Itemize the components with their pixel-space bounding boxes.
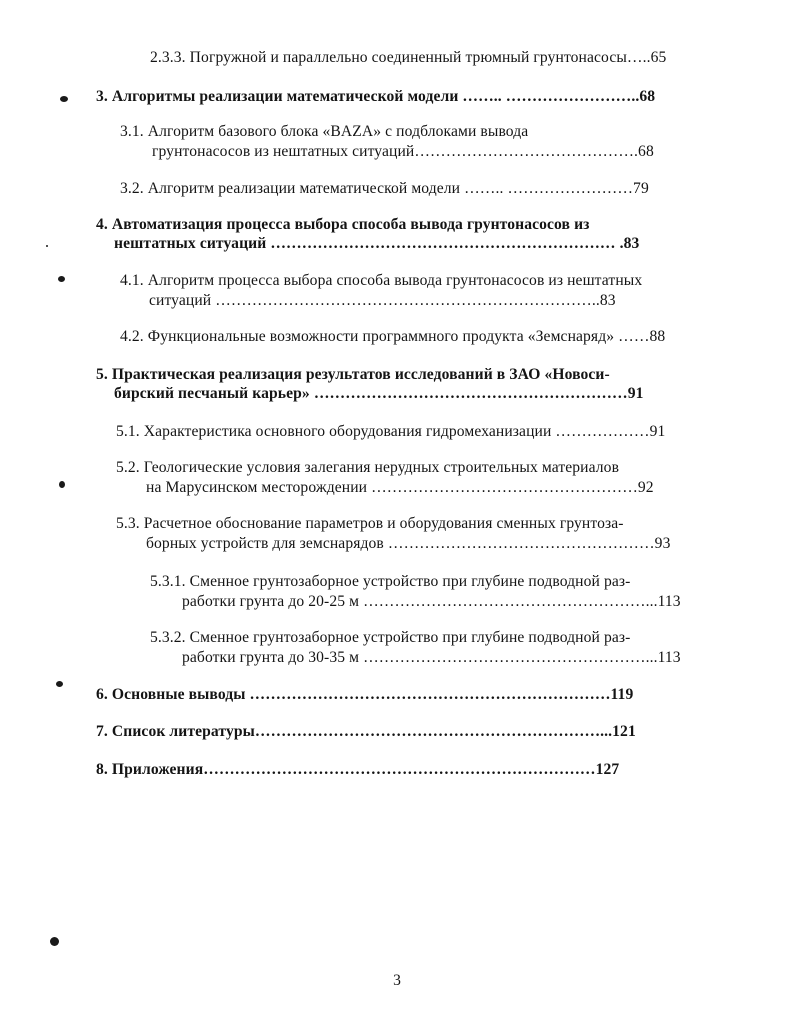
scan-mark	[56, 681, 63, 687]
scan-mark	[59, 481, 65, 488]
toc-entry-5-3-line1: 5.3. Расчетное обоснование параметров и оборудования сменных грунтоза-	[116, 515, 624, 532]
toc-entry-5-2-line1: 5.2. Геологические условия залегания нерудных строительных материалов	[116, 459, 620, 476]
toc-entry-5-3-line2: борных устройств для земснарядов ……………………………………………93	[146, 535, 671, 552]
toc-entry-5-2-line2: на Марусинском месторождении ……………………………………………92	[146, 479, 654, 496]
toc-entry-3: 3. Алгоритмы реализации математической модели …….. ……………………..68	[96, 88, 656, 105]
toc-entry-4-1-line2: ситуаций ………………………………………………………………..83	[149, 292, 616, 309]
toc-entry-5-line1: 5. Практическая реализация результатов исследований в ЗАО «Новоси-	[96, 366, 610, 383]
page-number: 3	[393, 972, 401, 989]
toc-entry-2-3-3: 2.3.3. Погружной и параллельно соединенный трюмный грунтонасосы…..65	[150, 49, 667, 66]
toc-entry-5-3-1-line1: 5.3.1. Сменное грунтозаборное устройство при глубине подводной раз-	[150, 573, 631, 590]
toc-entry-5-1: 5.1. Характеристика основного оборудования гидромеханизации ………………91	[116, 423, 666, 440]
toc-entry-5-line2: бирский песчаный карьер» ……………………………………………………91	[114, 385, 644, 402]
toc-entry-4-line1: 4. Автоматизация процесса выбора способа вывода грунтонасосов из	[96, 216, 590, 233]
toc-entry-5-3-1-line2: работки грунта до 20-25 м ………………………………………………...113	[182, 593, 681, 610]
toc-entry-4-1-line1: 4.1. Алгоритм процесса выбора способа вывода грунтонасосов из нештатных	[120, 272, 643, 289]
toc-entry-8: 8. Приложения…………………………………………………………………127	[96, 761, 620, 778]
scan-mark	[46, 245, 48, 247]
toc-entry-4-2: 4.2. Функциональные возможности программного продукта «Земснаряд» ……88	[120, 328, 666, 345]
scan-mark	[50, 937, 59, 946]
toc-entry-5-3-2-line2: работки грунта до 30-35 м ………………………………………………...113	[182, 649, 681, 666]
toc-entry-3-2: 3.2. Алгоритм реализации математической модели …….. ……………………79	[120, 180, 649, 197]
scan-mark	[60, 96, 68, 102]
toc-entry-5-3-2-line1: 5.3.2. Сменное грунтозаборное устройство при глубине подводной раз-	[150, 629, 631, 646]
toc-entry-6: 6. Основные выводы ……………………………………………………………119	[96, 686, 634, 703]
toc-entry-4-line2: нештатных ситуаций ………………………………………………………… .83	[114, 235, 640, 252]
scan-mark	[58, 276, 65, 282]
toc-entry-3-1-line1: 3.1. Алгоритм базового блока «BAZA» с подблоками вывода	[120, 123, 529, 140]
toc-entry-3-1-line2: грунтонасосов из нештатных ситуаций…………………………………….68	[152, 143, 654, 160]
toc-entry-7: 7. Список литературы…………………………………………………………...121	[96, 723, 636, 740]
